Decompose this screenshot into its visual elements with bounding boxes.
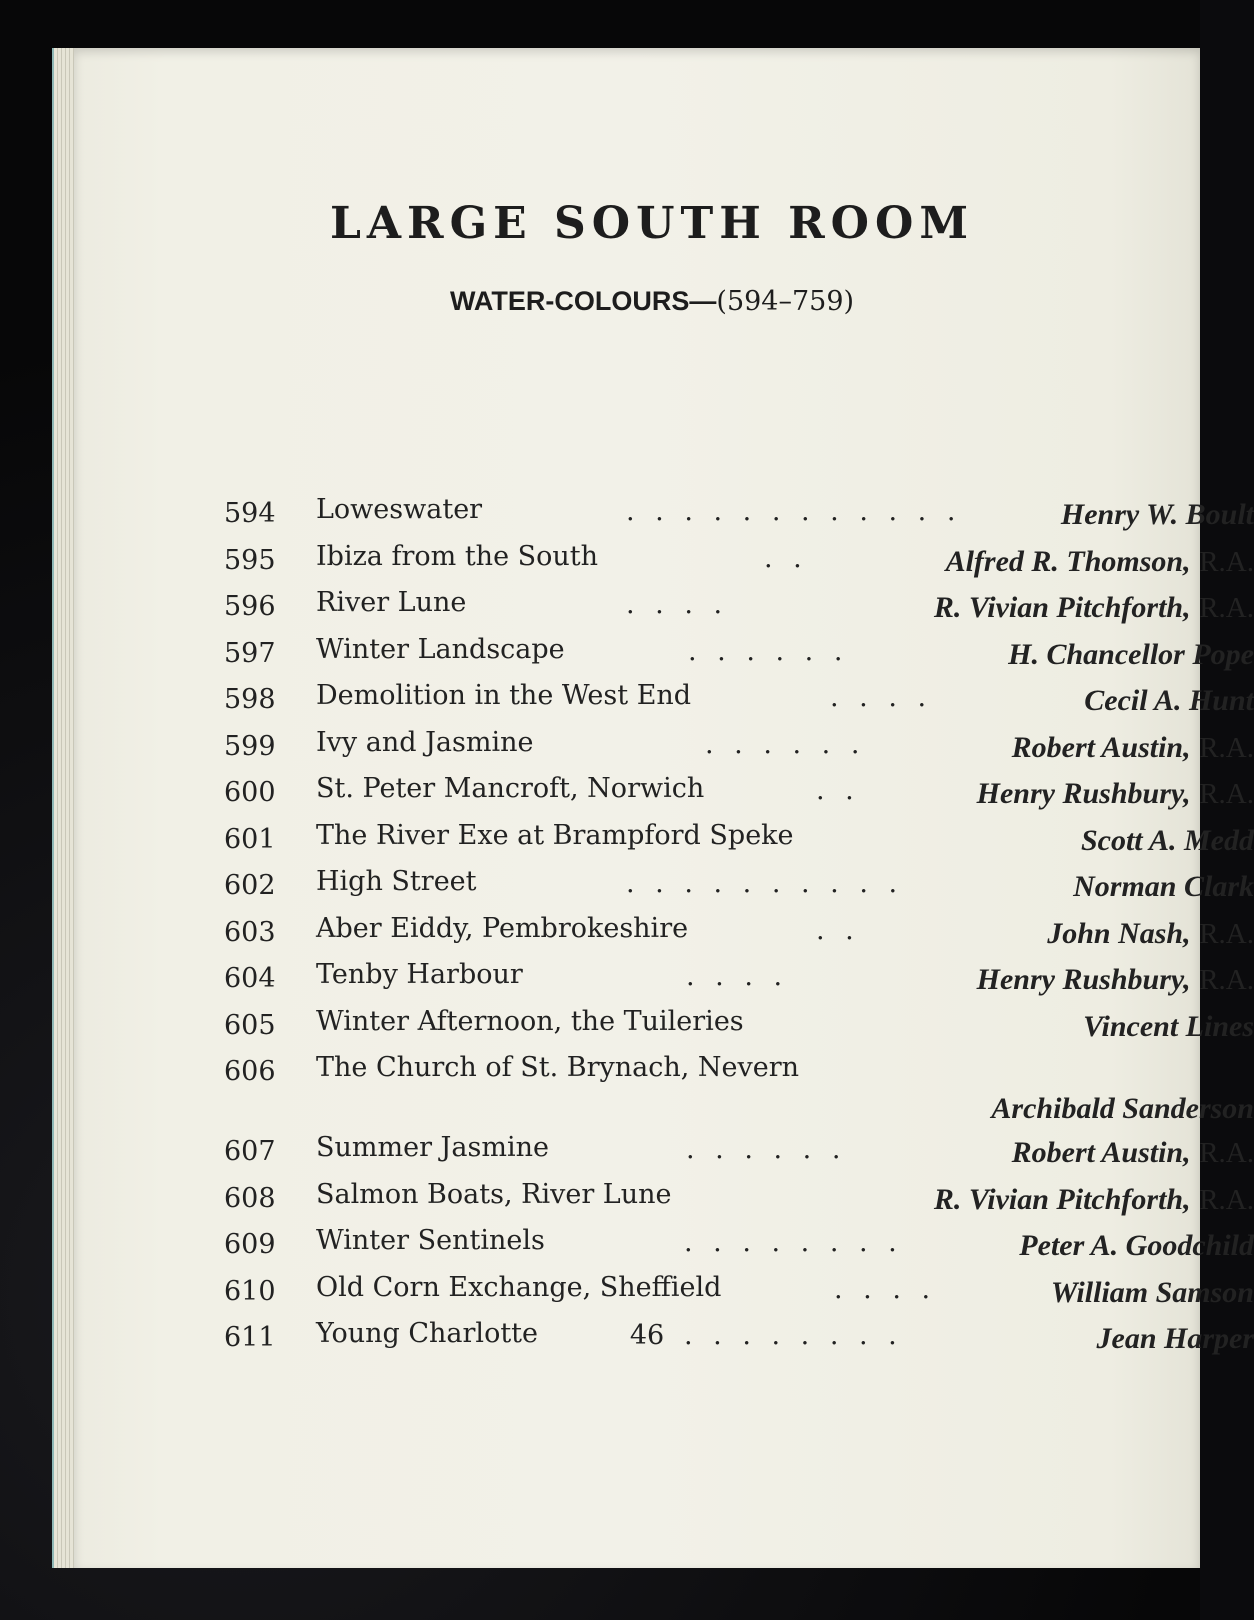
entry-title: High Street <box>316 866 477 897</box>
artist-credit <box>934 591 1254 625</box>
catalogue-entry <box>224 587 1254 634</box>
artist-name: Robert Austin, <box>1011 730 1191 764</box>
artist-credit <box>1083 1010 1254 1044</box>
artist-honor: R.A. <box>1199 545 1254 578</box>
subtitle-label: WATER-COLOURS— <box>449 286 717 316</box>
dot-leaders: . . <box>816 914 860 946</box>
entry-title: Ibiza from the South <box>316 540 599 572</box>
entry-title: Tenby Harbour <box>316 959 523 990</box>
entry-number: 597 <box>224 637 276 669</box>
catalogue-entry <box>224 727 1254 774</box>
dot-leaders: . . . . . . . . <box>684 1227 903 1258</box>
artist-name: Henry W. Boult <box>1060 498 1254 531</box>
artist-name: William Samson <box>1050 1275 1254 1309</box>
entry-title: River Lune <box>316 587 467 618</box>
entry-number: 602 <box>224 870 276 901</box>
page-title: LARGE SOUTH ROOM <box>329 198 975 249</box>
artist-name: Henry Rushbury, <box>976 963 1191 996</box>
artist-credit <box>1047 917 1254 951</box>
section-subtitle <box>74 286 1200 317</box>
entry-title: Young Charlotte <box>316 1318 538 1349</box>
artist-honor: R.A. <box>1199 1137 1254 1169</box>
artist-name: R. Vivian Pitchforth, <box>933 1182 1191 1216</box>
catalogue-entries <box>224 494 1254 1365</box>
catalogue-entry <box>224 1132 1254 1179</box>
artist-name: Henry Rushbury, <box>976 777 1191 810</box>
entry-title: Winter Landscape <box>316 633 565 665</box>
artist-name: H. Chancellor Pope <box>1008 637 1254 671</box>
artist-credit <box>934 1183 1254 1217</box>
entry-number: 603 <box>224 916 276 948</box>
catalogue-entry <box>224 1272 1254 1319</box>
artist-credit <box>1051 1276 1254 1310</box>
artist-honor: R.A. <box>1199 1183 1254 1216</box>
entry-title: Summer Jasmine <box>316 1132 549 1163</box>
page-number: 46 <box>629 1320 665 1351</box>
artist-name: Scott A. Medd <box>1080 823 1254 857</box>
catalogue-entry <box>224 1225 1254 1272</box>
catalogue-entry <box>224 1006 1254 1053</box>
artist-credit <box>977 777 1254 811</box>
entry-title: Winter Sentinels <box>316 1225 545 1256</box>
entry-number: 601 <box>224 823 276 855</box>
entry-title: The River Exe at Brampford Speke <box>316 819 794 851</box>
entry-number: 610 <box>224 1275 276 1307</box>
artist-name: Vincent Lines <box>1083 1009 1254 1043</box>
artist-name: Jean Harper <box>1096 1322 1254 1355</box>
entry-title: The Church of St. Brynach, Nevern <box>316 1052 800 1083</box>
artist-honor: R.A. <box>1199 592 1254 624</box>
entry-title: Salmon Boats, River Lune <box>316 1178 672 1210</box>
entry-number: 604 <box>224 963 276 994</box>
artist-credit <box>977 963 1254 997</box>
entry-number: 600 <box>224 777 276 808</box>
artist-name: R. Vivian Pitchforth, <box>933 591 1191 624</box>
artist-name: Robert Austin, <box>1011 1136 1191 1169</box>
artist-name: Alfred R. Thomson, <box>945 544 1191 578</box>
dot-leaders: . . . . . . <box>705 728 866 760</box>
catalogue-entry <box>224 913 1254 960</box>
catalogue-entry <box>224 866 1254 913</box>
subtitle-range: (594–759) <box>716 286 855 317</box>
artist-credit <box>991 1092 1254 1126</box>
entry-number: 599 <box>224 730 276 762</box>
artist-credit <box>1081 824 1254 858</box>
dot-leaders: . . . . . . <box>686 1134 847 1165</box>
catalogue-page <box>74 48 1254 1568</box>
catalogue-entry <box>224 773 1254 820</box>
dot-leaders: . . . . <box>830 682 933 713</box>
catalogue-entry <box>224 680 1254 727</box>
catalogue-entry <box>224 634 1254 681</box>
artist-honor: R.A. <box>1199 731 1254 764</box>
entry-title: Old Corn Exchange, Sheffield <box>316 1271 722 1303</box>
dot-leaders: . . . . . . <box>688 635 849 667</box>
artist-credit <box>1012 1136 1254 1170</box>
artist-credit <box>1008 638 1254 672</box>
entry-number: 598 <box>224 684 276 715</box>
entry-number: 608 <box>224 1182 276 1214</box>
artist-credit <box>1061 498 1254 532</box>
entry-number: 607 <box>224 1136 276 1167</box>
artist-honor: R.A. <box>1199 778 1254 810</box>
entry-number: 609 <box>224 1229 276 1260</box>
dot-leaders: . . . . . . . . . . . . <box>626 496 962 527</box>
catalogue-entry <box>224 494 1254 541</box>
artist-credit <box>946 545 1254 579</box>
artist-name: Archibald Sanderson <box>991 1092 1254 1125</box>
entry-title: Winter Afternoon, the Tuileries <box>316 1005 744 1037</box>
dot-leaders: . . . . . . . . <box>684 1320 903 1351</box>
catalogue-entry <box>224 1052 1254 1132</box>
artist-credit <box>1084 684 1254 718</box>
entry-title: St. Peter Mancroft, Norwich <box>316 773 705 804</box>
entry-number: 605 <box>224 1009 276 1041</box>
artist-name: Norman Clark <box>1073 870 1254 903</box>
entry-number: 606 <box>224 1056 276 1087</box>
artist-name: John Nash, <box>1047 916 1191 950</box>
catalogue-entry <box>224 959 1254 1006</box>
artist-credit <box>1019 1229 1254 1263</box>
dot-leaders: . . <box>764 542 808 574</box>
artist-credit <box>1012 731 1254 765</box>
entry-number: 611 <box>224 1322 276 1353</box>
entry-title: Demolition in the West End <box>316 680 692 711</box>
dot-leaders: . . . . . . . . . . <box>626 868 904 899</box>
catalogue-entry <box>224 1179 1254 1226</box>
artist-honor: R.A. <box>1199 917 1254 950</box>
entry-number: 594 <box>224 498 276 529</box>
dot-leaders: . . . . <box>834 1273 937 1305</box>
entry-title: Ivy and Jasmine <box>316 726 534 758</box>
entry-number: 595 <box>224 544 276 576</box>
dot-leaders: . . . . <box>686 961 789 992</box>
artist-credit <box>1073 870 1254 904</box>
entry-title: Loweswater <box>316 494 483 525</box>
artist-name: Cecil A. Hunt <box>1084 684 1254 717</box>
artist-honor: R.A. <box>1199 964 1254 996</box>
artist-name: Peter A. Goodchild <box>1019 1229 1254 1262</box>
catalogue-entry <box>224 541 1254 588</box>
dot-leaders: . . <box>816 775 860 806</box>
dot-leaders: . . . . <box>626 589 729 620</box>
entry-number: 596 <box>224 591 276 622</box>
entry-title: Aber Eiddy, Pembrokeshire <box>316 912 689 944</box>
catalogue-entry <box>224 820 1254 867</box>
